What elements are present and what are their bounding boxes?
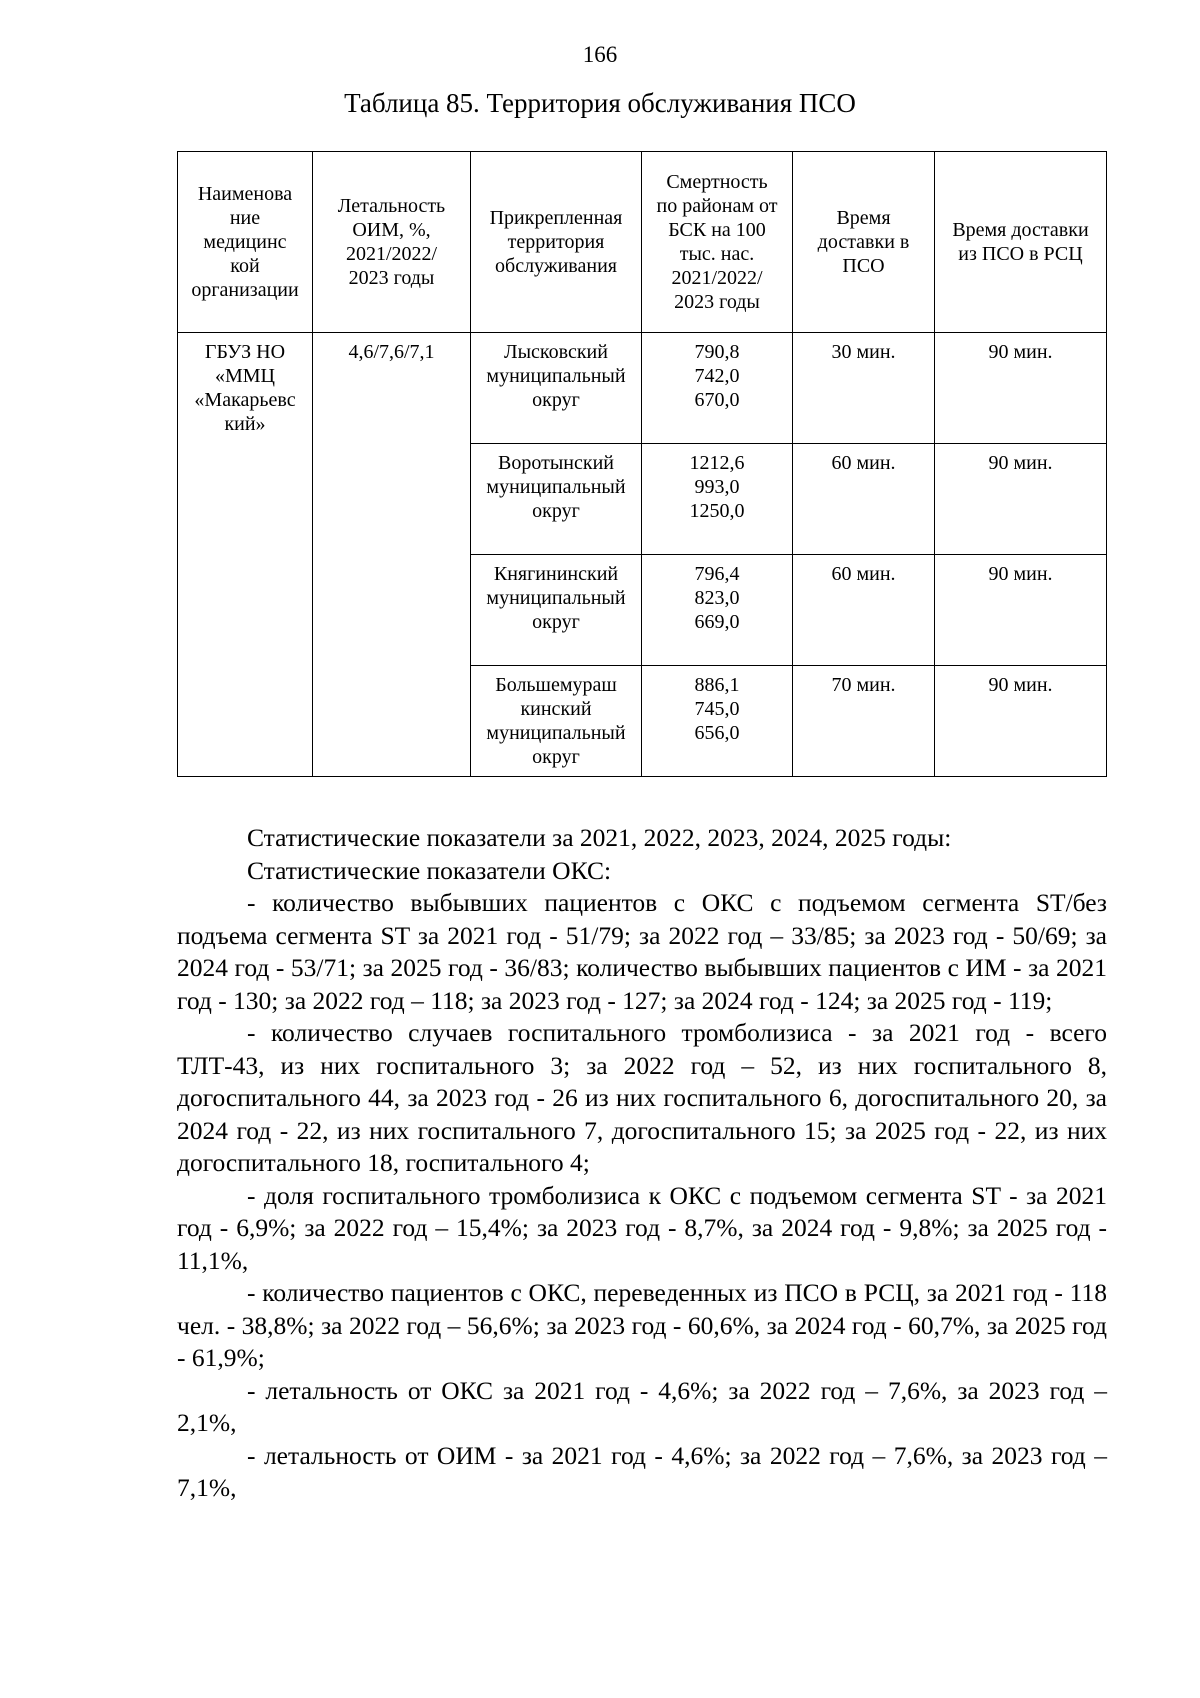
- paragraph-transferred-patients: - количество пациентов с ОКС, переведенных из ПСО в РСЦ, за 2021 год - 118 чел. - 38,8%; за 2022 год – 56,6%; за 2023 год - 60,6%, за 2024 год - 60,7%, за 2025 год - 61,9%;: [177, 1278, 1107, 1372]
- header-mortality: Смертность по районам от БСК на 100 тыс. нас. 2021/2022/ 2023 годы: [642, 152, 793, 333]
- table-header-row: [178, 152, 1107, 333]
- lethality-cell: 4,6/7,6/7,1: [313, 333, 471, 777]
- header-territory: Прикрепленная территория обслуживания: [471, 152, 642, 333]
- header-lethality: Летальность ОИМ, %, 2021/2022/ 2023 годы: [313, 152, 471, 333]
- service-territory-table: [177, 151, 1107, 777]
- table-caption: Таблица 85. Территория обслуживания ПСО: [344, 88, 856, 118]
- paragraph-oim-lethality: - летальность от ОИМ - за 2021 год - 4,6%; за 2022 год – 7,6%, за 2023 год – 7,1%,: [177, 1440, 1107, 1502]
- organization-cell: ГБУЗ НО «ММЦ «Макарьевс кий»: [178, 333, 313, 777]
- delivery-time-rsc-cell: 90 мин.: [935, 666, 1107, 777]
- header-delivery-time-rsc: Время доставки из ПСО в РСЦ: [935, 152, 1107, 333]
- territory-cell: Лысковский муниципальный округ: [471, 333, 642, 444]
- statistics-text: [177, 822, 1107, 1505]
- delivery-time-rsc-cell: 90 мин.: [935, 333, 1107, 444]
- delivery-time-pso-cell: 60 мин.: [793, 555, 935, 666]
- header-organization: Наименова ние медицинс кой организации: [178, 152, 313, 333]
- mortality-cell: 796,4 823,0 669,0: [642, 555, 793, 666]
- paragraph-stats-heading: Статистические показатели за 2021, 2022, 2023, 2024, 2025 годы:: [247, 823, 952, 852]
- territory-cell: Воротынский муниципальный округ: [471, 444, 642, 555]
- mortality-cell: 886,1 745,0 656,0: [642, 666, 793, 777]
- header-delivery-time-pso: Время доставки в ПСО: [793, 152, 935, 333]
- delivery-time-rsc-cell: 90 мин.: [935, 555, 1107, 666]
- paragraph-oks-heading: Статистические показатели ОКС:: [247, 855, 612, 885]
- territory-cell: Большемураш кинский муниципальный округ: [471, 666, 642, 777]
- paragraph-discharged-patients: - количество выбывших пациентов с ОКС с подъемом сегмента ST/без подъема сегмента ST за 2021 год - 51/79; за 2022 год – 33/85; за 2023 год - 50/69; за 2024 год - 53/71; за 2025 год - 36/83; количество выбывших пациентов с ИМ - за 2021 год - 130; за 2022 год – 118; за 2023 год - 127; за 2024 год - 124; за 2025 год - 119;: [177, 888, 1107, 1015]
- paragraph-oks-lethality: - летальность от ОКС за 2021 год - 4,6%; за 2022 год – 7,6%, за 2023 год – 2,1%,: [177, 1375, 1107, 1437]
- territory-cell: Княгининский муниципальный округ: [471, 555, 642, 666]
- mortality-cell: 790,8 742,0 670,0: [642, 333, 793, 444]
- delivery-time-rsc-cell: 90 мин.: [935, 444, 1107, 555]
- page-number: 166: [582, 42, 618, 67]
- paragraph-thrombolysis-cases: - количество случаев госпитального тромболизиса - за 2021 год - всего ТЛТ-43, из них госпитального 3; за 2022 год – 52, из них госпитального 8, догоспитального 44, за 2023 год - 26 из них госпитального 6, догоспитального 20, за 2024 год - 22, из них госпитального 7, догоспитального 15; за 2025 год - 22, из них догоспитального 18, госпитального 4;: [177, 1018, 1107, 1177]
- mortality-cell: 1212,6 993,0 1250,0: [642, 444, 793, 555]
- table-row: [178, 333, 1107, 444]
- paragraph-thrombolysis-share: - доля госпитального тромболизиса к ОКС с подъемом сегмента ST - за 2021 год - 6,9%; за 2022 год – 15,4%; за 2023 год - 8,7%, за 2024 год - 9,8%; за 2025 год - 11,1%,: [177, 1180, 1107, 1275]
- delivery-time-pso-cell: 60 мин.: [793, 444, 935, 555]
- delivery-time-pso-cell: 70 мин.: [793, 666, 935, 777]
- delivery-time-pso-cell: 30 мин.: [793, 333, 935, 444]
